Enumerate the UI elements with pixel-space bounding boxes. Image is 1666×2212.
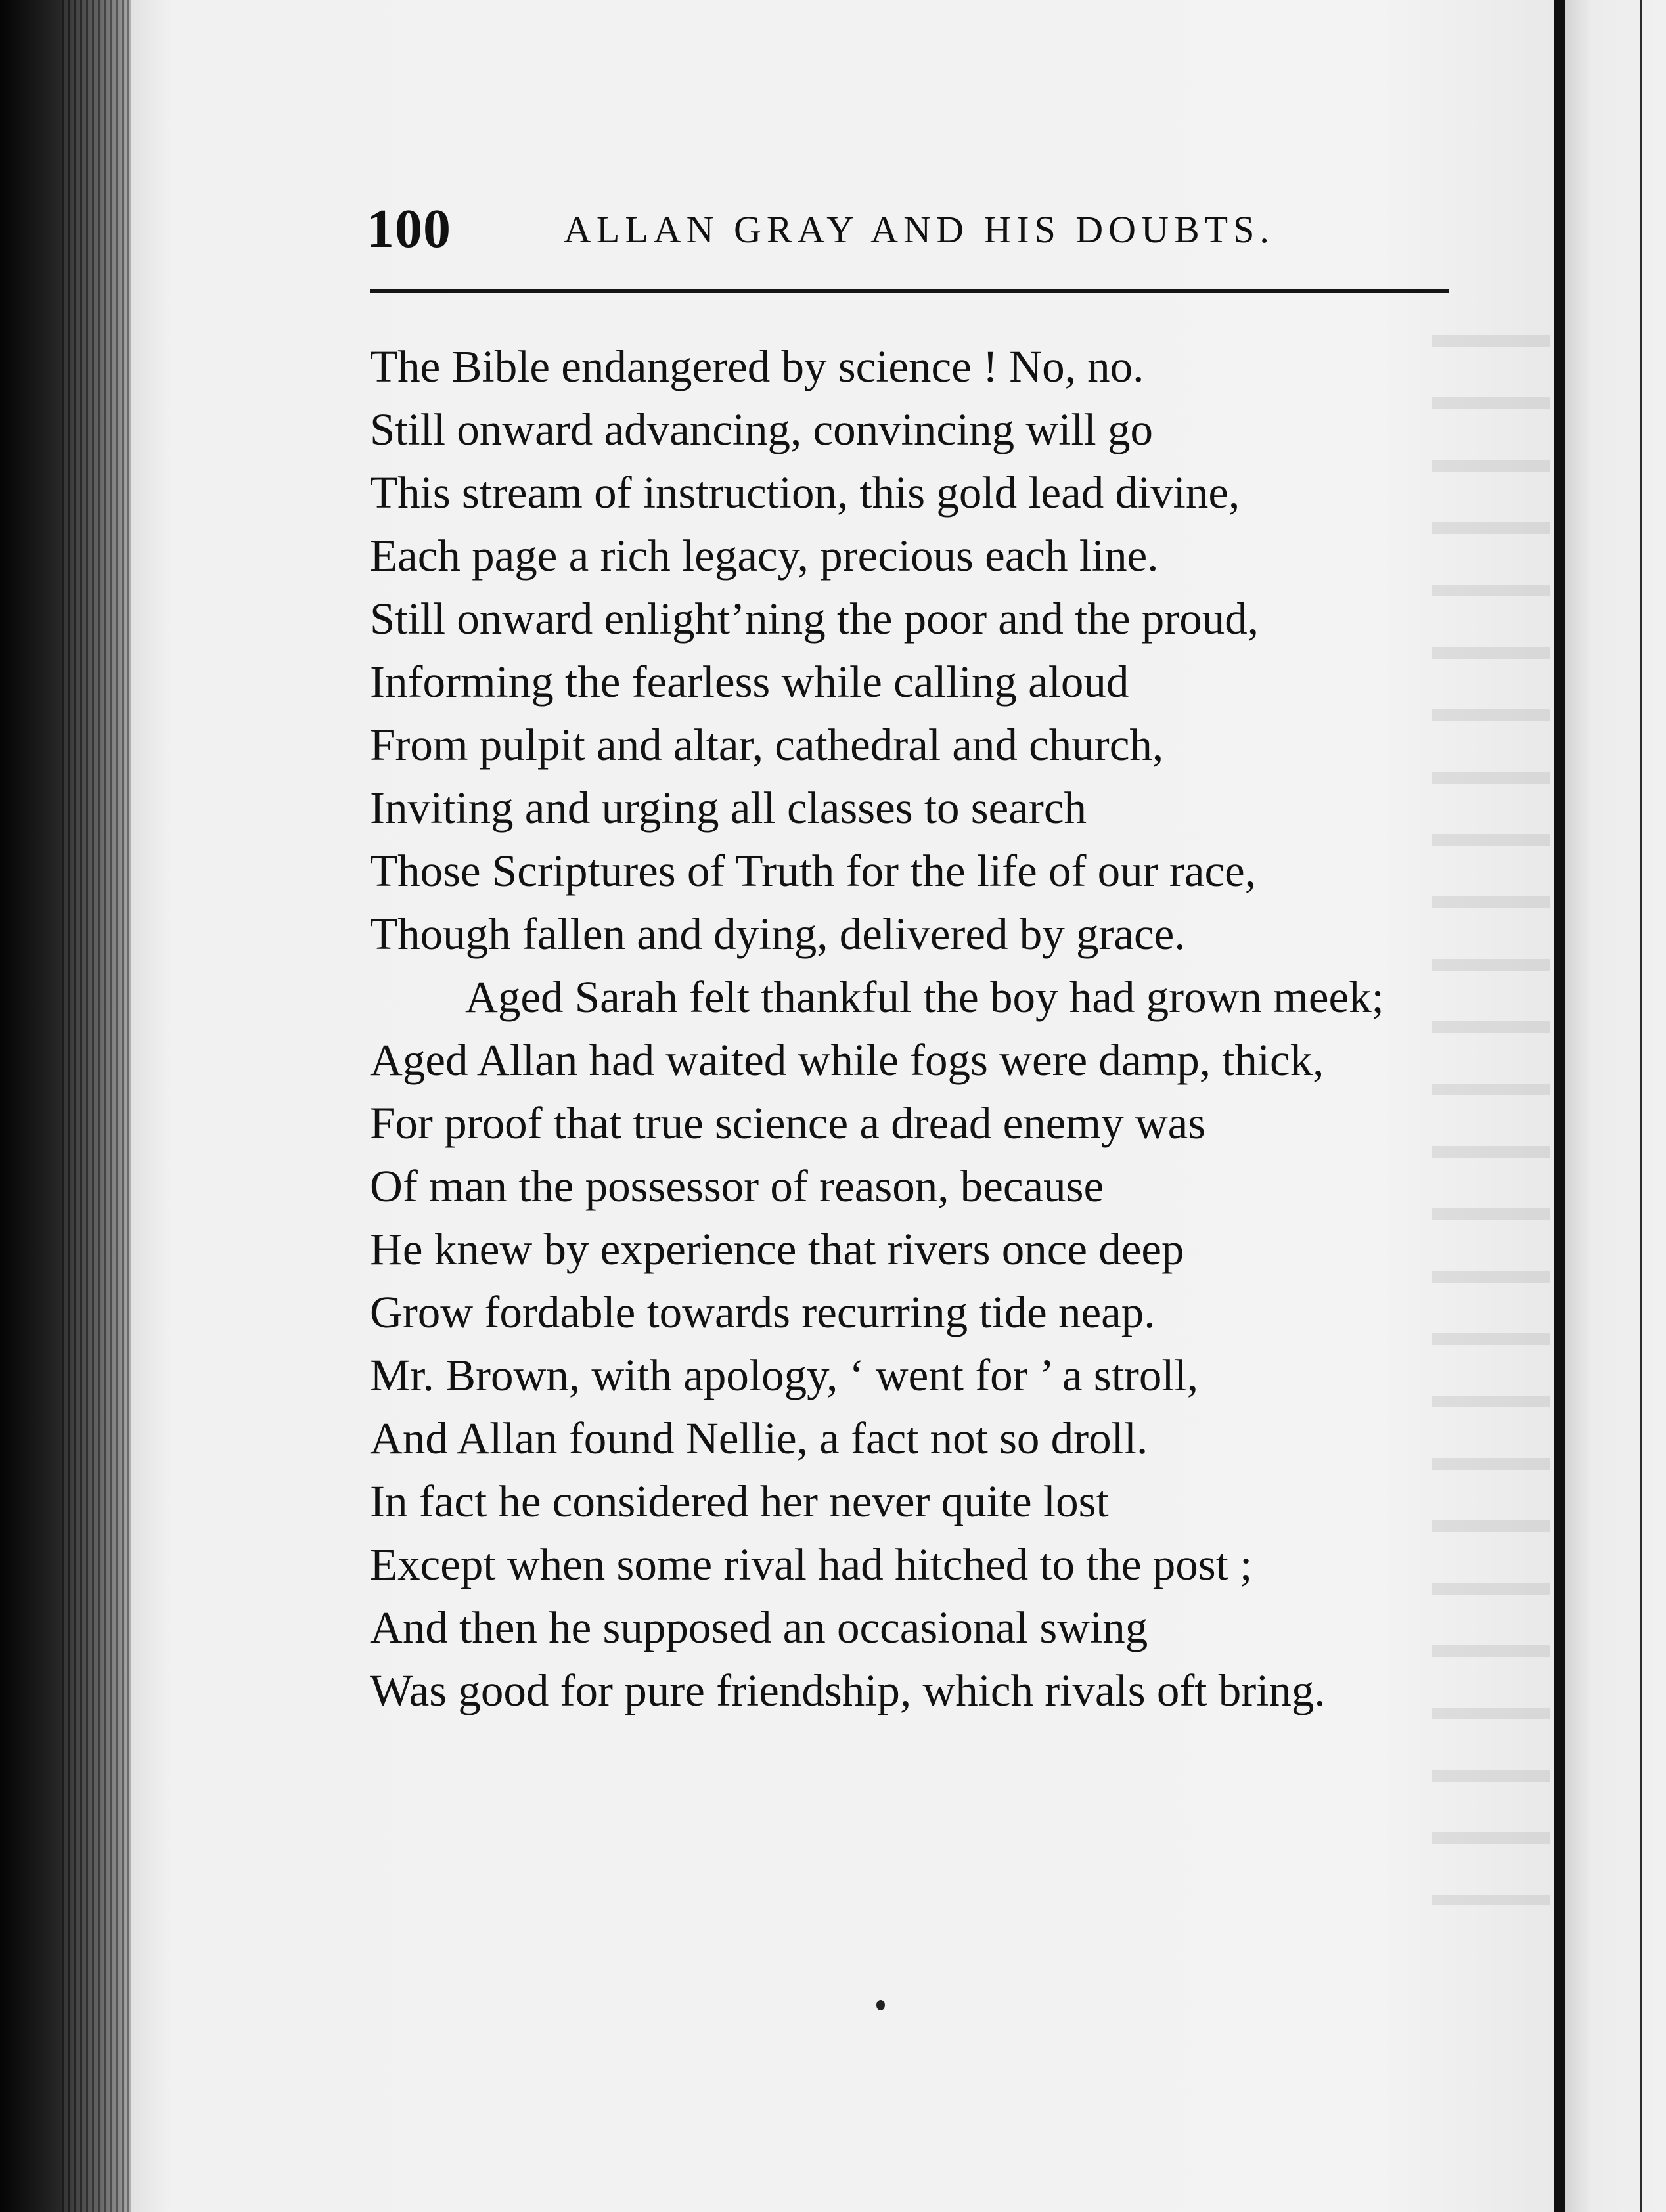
poem-line: Except when some rival had hitched to the post ; <box>370 1539 1253 1589</box>
poem-line: And Allan found Nellie, a fact not so droll. <box>370 1413 1148 1463</box>
running-title: ALLAN GRAY AND HIS DOUBTS. <box>564 208 1274 251</box>
poem-line: Those Scriptures of Truth for the life of our race, <box>370 846 1257 896</box>
poem-line: Each page a rich legacy, precious each line. <box>370 531 1159 581</box>
poem-line: Still onward enlight’ning the poor and the proud, <box>370 594 1259 644</box>
facing-page-edge <box>1640 0 1642 2212</box>
facing-page-strip <box>1565 0 1666 2212</box>
poem-line: Was good for pure friendship, which rivals oft bring. <box>370 1666 1326 1715</box>
poem-line: Inviting and urging all classes to search <box>370 783 1087 833</box>
poem-line: In fact he considered her never quite lost <box>370 1476 1109 1526</box>
poem-line: Aged Allan had waited while fogs were damp, thick, <box>370 1035 1324 1085</box>
page-stack-edges <box>62 0 135 2212</box>
header-rule <box>370 289 1449 293</box>
poem-line: The Bible endangered by science ! No, no. <box>370 342 1144 391</box>
poem-body <box>370 335 1487 1722</box>
poem-line: Though fallen and dying, delivered by grace. <box>370 909 1186 959</box>
poem-line: From pulpit and altar, cathedral and church, <box>370 720 1164 770</box>
poem-line: This stream of instruction, this gold lead divine, <box>370 468 1240 518</box>
page-edge-shadow <box>1554 0 1565 2212</box>
poem-line-indented: Aged Sarah felt thankful the boy had grown meek; <box>465 972 1384 1022</box>
poem-line: Still onward advancing, convincing will go <box>370 405 1153 454</box>
poem-line: For proof that true science a dread enemy was <box>370 1098 1206 1148</box>
poem-line: Informing the fearless while calling aloud <box>370 657 1129 707</box>
poem-line: And then he supposed an occasional swing <box>370 1603 1148 1652</box>
poem-line: Grow fordable towards recurring tide neap. <box>370 1287 1156 1337</box>
poem-line: Mr. Brown, with apology, ‘ went for ’ a stroll, <box>370 1350 1198 1400</box>
page-number: 100 <box>367 198 451 259</box>
running-head <box>367 190 1457 263</box>
poem-line: Of man the possessor of reason, because <box>370 1161 1104 1211</box>
ink-speck <box>876 2000 885 2010</box>
poem-line: He knew by experience that rivers once deep <box>370 1224 1184 1274</box>
